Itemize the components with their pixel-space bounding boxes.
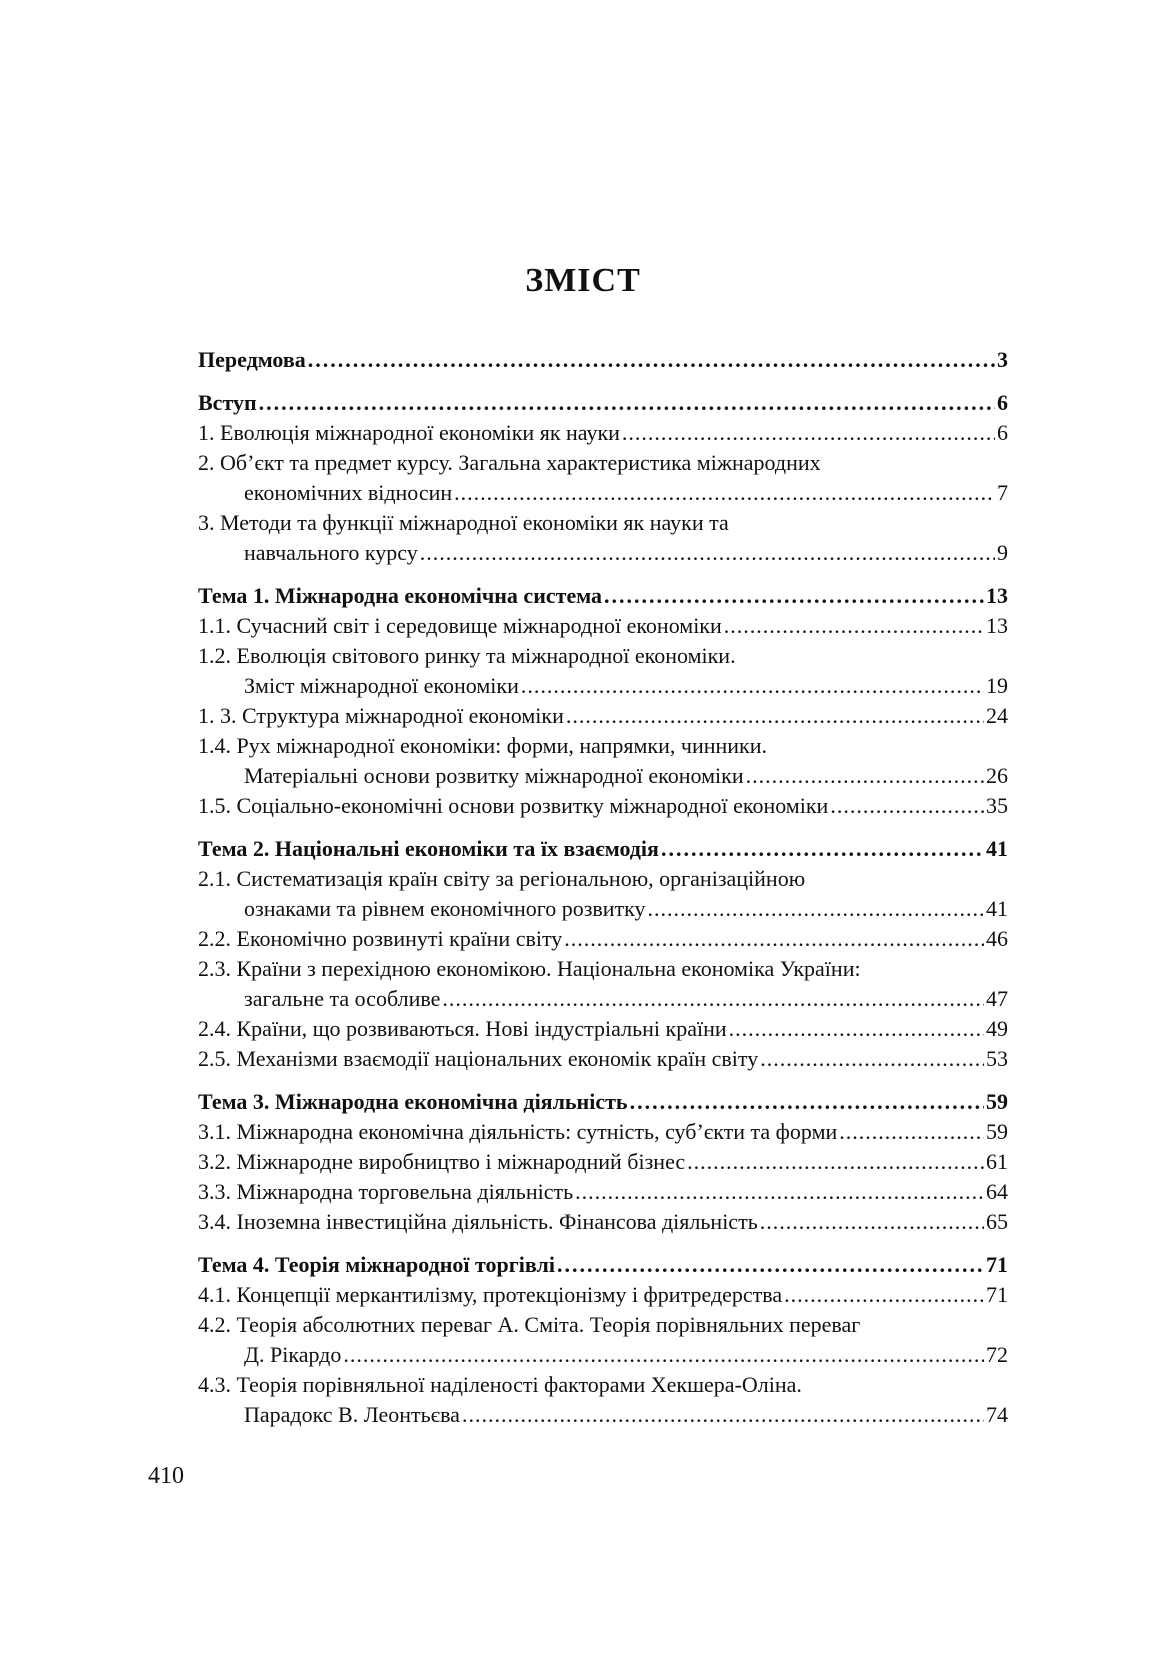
dot-leader (343, 1340, 984, 1370)
toc-page-number: 13 (986, 583, 1008, 608)
toc-entry-text: 2.2. Економічно розвинуті країни світу (198, 926, 563, 951)
toc-entry (198, 1117, 1008, 1147)
dot-leader (661, 834, 984, 864)
dot-leader (575, 1177, 984, 1207)
toc-entry-text: 1.1. Сучасний світ і середовище міжнародної економіки (198, 613, 722, 638)
toc-entry-text: 1.5. Соціально-економічні основи розвитку міжнародної економіки (198, 793, 829, 818)
toc-entry (198, 418, 1008, 448)
dot-leader (687, 1147, 984, 1177)
toc-entry (198, 1207, 1008, 1237)
dot-leader (839, 1117, 984, 1147)
toc-entry-text: 2.1. Систематизація країн світу за регіональною, організаційною (198, 866, 806, 891)
toc-page-number: 19 (986, 673, 1008, 698)
toc-entry-text: навчального курсу (244, 540, 418, 565)
toc-entry-text: 1. Еволюція міжнародної економіки як науки (198, 420, 620, 445)
toc-heading-text: Тема 1. Міжнародна економічна система (198, 583, 603, 608)
dot-leader (760, 1044, 984, 1074)
toc-page-number: 9 (997, 540, 1008, 565)
toc-page-number: 47 (986, 986, 1008, 1011)
toc-entry-text: Зміст міжнародної економіки (244, 673, 519, 698)
dot-leader (622, 418, 995, 448)
toc-page-number: 71 (986, 1282, 1008, 1307)
toc-page-number: 24 (986, 703, 1008, 728)
toc-page-number: 53 (986, 1046, 1008, 1071)
toc-entry-text: Парадокс В. Леонтьєва (244, 1402, 460, 1427)
toc-entry-text: 4.2. Теорія абсолютних переваг А. Сміта. Теорія порівняльних переваг (198, 1312, 861, 1337)
toc-heading-text: Тема 2. Національні економіки та їх взаємодія (198, 836, 659, 861)
toc-page-number: 46 (986, 926, 1008, 951)
toc-entry-text: 3.3. Міжнародна торговельна діяльність (198, 1179, 574, 1204)
toc-heading (198, 834, 1008, 864)
toc-page-number: 71 (986, 1252, 1008, 1277)
dot-leader (760, 1207, 984, 1237)
toc-entry-text: 2.5. Механізми взаємодії національних економік країн світу (198, 1046, 759, 1071)
toc-section (198, 1087, 1008, 1237)
toc-page-number: 35 (986, 793, 1008, 818)
toc-entry (198, 478, 1008, 508)
toc-entry-text: економічних відносин (244, 480, 453, 505)
toc-page-number: 26 (986, 763, 1008, 788)
toc-page-number: 49 (986, 1016, 1008, 1041)
dot-leader (604, 581, 984, 611)
dot-leader (564, 924, 984, 954)
toc-entry (198, 1400, 1008, 1430)
toc-heading-text: Вступ (198, 390, 257, 415)
toc-heading (198, 581, 1008, 611)
toc-entry-text: Матеріальні основи розвитку міжнародної економіки (244, 763, 744, 788)
toc-heading-text: Передмова (198, 347, 306, 372)
dot-leader (830, 791, 984, 821)
page-title: ЗМІСТ (525, 262, 641, 299)
toc-entry (198, 1044, 1008, 1074)
toc-entry (198, 1310, 1008, 1340)
toc-entry-text: 4.1. Концепції меркантилізму, протекціонізму і фритредерства (198, 1282, 783, 1307)
toc-entry (198, 924, 1008, 954)
dot-leader (557, 1250, 984, 1280)
toc-entry-text: 1.4. Рух міжнародної економіки: форми, напрямки, чинники. (198, 733, 768, 758)
dot-leader (746, 761, 984, 791)
toc-page-number: 61 (986, 1149, 1008, 1174)
page-number: 410 (148, 1463, 184, 1489)
toc-entry (198, 611, 1008, 641)
toc-entry-text: ознаками та рівнем економічного розвитку (244, 896, 646, 921)
toc-entry (198, 894, 1008, 924)
toc-entry-text: 3. Методи та функції міжнародної економіки як науки та (198, 510, 729, 535)
table-of-contents (198, 345, 1008, 1443)
toc-entry-text: 4.3. Теорія порівняльної наділеності факторами Хекшера-Оліна. (198, 1372, 802, 1397)
dot-leader (566, 701, 984, 731)
toc-entry-text: 3.4. Іноземна інвестиційна діяльність. Фінансова діяльність (198, 1209, 758, 1234)
toc-heading (198, 388, 1008, 418)
dot-leader (442, 984, 984, 1014)
toc-entry-text: 3.1. Міжнародна економічна діяльність: сутність, суб’єкти та форми (198, 1119, 838, 1144)
toc-page-number: 64 (986, 1179, 1008, 1204)
toc-heading-text: Тема 3. Міжнародна економічна діяльність (198, 1089, 628, 1114)
dot-leader (724, 611, 984, 641)
toc-entry-text: 2. Об’єкт та предмет курсу. Загальна характеристика міжнародних (198, 450, 821, 475)
toc-entry (198, 508, 1008, 538)
toc-entry (198, 1177, 1008, 1207)
dot-leader (729, 1014, 984, 1044)
toc-page-number: 6 (997, 390, 1008, 415)
dot-leader (521, 671, 984, 701)
toc-entry-text: 3.2. Міжнародне виробництво і міжнародний бізнес (198, 1149, 686, 1174)
toc-section (198, 388, 1008, 568)
toc-page-number: 7 (997, 480, 1008, 505)
toc-section (198, 1250, 1008, 1430)
toc-entry-text: 1. 3. Структура міжнародної економіки (198, 703, 564, 728)
toc-entry-text: 2.3. Країни з перехідною економікою. Національна економіка України: (198, 956, 861, 981)
dot-leader (630, 1087, 984, 1117)
toc-page-number: 65 (986, 1209, 1008, 1234)
toc-heading (198, 345, 1008, 375)
toc-entry-text: загальне та особливе (244, 986, 441, 1011)
toc-page-number: 13 (986, 613, 1008, 638)
dot-leader (308, 345, 995, 375)
toc-entry (198, 538, 1008, 568)
dot-leader (784, 1280, 984, 1310)
toc-section (198, 834, 1008, 1074)
dot-leader (648, 894, 984, 924)
toc-page-number: 41 (986, 836, 1008, 861)
dot-leader (259, 388, 995, 418)
toc-page-number: 3 (997, 347, 1008, 372)
toc-entry (198, 1340, 1008, 1370)
toc-entry (198, 864, 1008, 894)
toc-section (198, 345, 1008, 375)
toc-entry (198, 641, 1008, 671)
toc-entry-text: Д. Рікардо (244, 1342, 342, 1367)
toc-page-number: 72 (986, 1342, 1008, 1367)
toc-entry (198, 984, 1008, 1014)
toc-entry (198, 448, 1008, 478)
toc-entry (198, 1370, 1008, 1400)
toc-heading-text: Тема 4. Теорія міжнародної торгівлі (198, 1252, 555, 1277)
toc-page-number: 59 (986, 1089, 1008, 1114)
dot-leader (420, 538, 995, 568)
toc-page-number: 74 (986, 1402, 1008, 1427)
toc-section (198, 581, 1008, 821)
toc-entry (198, 1280, 1008, 1310)
toc-entry (198, 761, 1008, 791)
toc-page-number: 41 (986, 896, 1008, 921)
toc-entry (198, 791, 1008, 821)
toc-entry (198, 671, 1008, 701)
dot-leader (462, 1400, 984, 1430)
toc-entry (198, 954, 1008, 984)
toc-page-number: 59 (986, 1119, 1008, 1144)
toc-entry (198, 1014, 1008, 1044)
toc-entry (198, 731, 1008, 761)
toc-heading (198, 1087, 1008, 1117)
toc-entry (198, 1147, 1008, 1177)
dot-leader (454, 478, 995, 508)
toc-page-number: 6 (997, 420, 1008, 445)
toc-entry-text: 1.2. Еволюція світового ринку та міжнародної економіки. (198, 643, 736, 668)
toc-entry-text: 2.4. Країни, що розвиваються. Нові індустріальні країни (198, 1016, 727, 1041)
toc-entry (198, 701, 1008, 731)
toc-heading (198, 1250, 1008, 1280)
